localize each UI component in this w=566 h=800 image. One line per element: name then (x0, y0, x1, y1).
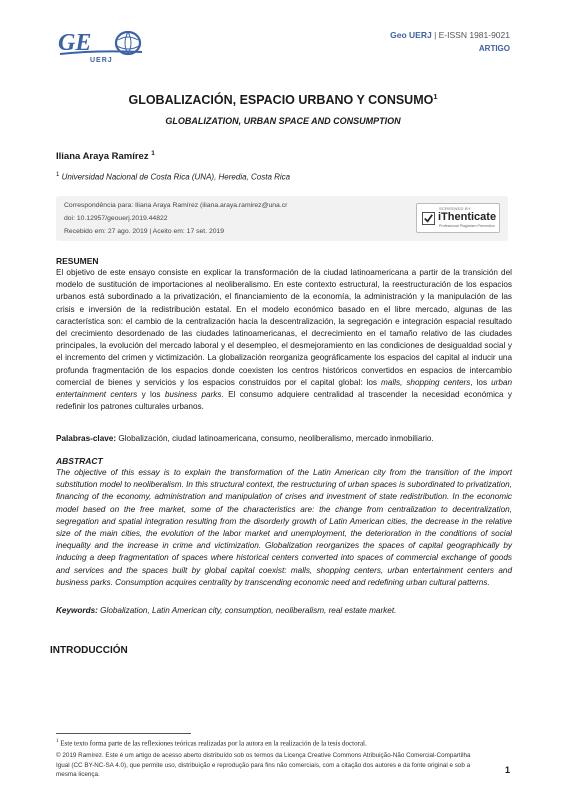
resumen-body: y los (137, 390, 165, 400)
affiliation-text: Universidad Nacional de Costa Rica (UNA), Heredia, Costa Rica (61, 172, 291, 182)
article-title (0, 92, 566, 107)
correspondence-line: Correspondência para: Iliana Araya Ramírez (iliana.araya.ramirez@una.cr (64, 202, 288, 209)
separator: | (431, 30, 439, 40)
resumen-body: , los (470, 377, 492, 387)
dates-line: Recebido em: 27 ago. 2019 | Aceito em: 17 set. 2019 (64, 228, 225, 235)
resumen-italic: urban entertainment centers (56, 377, 513, 400)
introduccion-heading: INTRODUCCIÓN (50, 645, 128, 656)
keywords-label: Palabras-clave: (56, 434, 117, 443)
resumen-heading: RESUMEN (56, 256, 99, 266)
article-subtitle: GLOBALIZATION, URBAN SPACE AND CONSUMPTION (165, 116, 401, 126)
journal-issn (390, 30, 510, 40)
geo-uerj-logo (56, 28, 148, 64)
author-affiliation (56, 172, 290, 182)
keywords (56, 605, 512, 617)
author-name (56, 150, 155, 162)
title-text: GLOBALIZACIÓN, ESPACIO URBANO Y CONSUMO (128, 93, 434, 108)
resumen-body: . El consumo adquiere centralidad al trascender la necesidad económica y redefinir los patrones culturales urbanos. (56, 390, 512, 412)
badge-bottom-text: Professional Plagiarism Prevention (439, 224, 495, 228)
abstract-heading: ABSTRACT (56, 456, 103, 466)
footnote-divider (56, 733, 191, 734)
affiliation-mark: 1 (56, 172, 60, 178)
footnote-text: Este texto forma parte de las reflexiones teóricas realizadas por la autora en la realización de la tesis doctoral. (58, 739, 367, 748)
issn: E-ISSN 1981-9021 (438, 30, 510, 40)
keywords-label: Keywords: (56, 606, 98, 615)
footnote-mark: 1 (56, 739, 59, 744)
resumen-italic: malls, shopping centers (380, 377, 471, 387)
resumen-body: El objetivo de este ensayo consiste en explicar la transformación de la ciudad latinoamericana a partir de la transición del modelo de sustitución de importaciones al neoliberalismo. En este contexto estructural, la reestructuración de los espacios urbanos está subordinado a la privatización, el financiamiento de la economía, la administración y la manipulación de las crisis e inversión de la redistribución estatal. En el modelo económico basado en el libre mercado, algunas de las característica son: el cambio de la centralización hacia la descentralización, la segregación e integración espacial resultado del crecimiento desordenado de las ciudades latinoamericanas, el decrecimiento en el tamaño relativo de las ciudades principales, la evolución del mercado laboral y el desempleo, el desmejoramiento en las condiciones de desigualdad social y el incremento del crimen y victimización. La globalización reorganiza geográficamente los espacios del capital al inducir una profunda fragmentación de los espacios donde coexisten los centros históricos convertidos en espacios de intercambio comercial de bienes y servicios y los espacios construidos por el capital global: los (56, 268, 512, 387)
badge-top-text: SCREENED BY (439, 206, 471, 211)
svg-text:GE: GE (58, 30, 92, 56)
correspondence-box (56, 196, 508, 241)
svg-text:UERJ: UERJ (90, 57, 113, 64)
title-footnote-mark[interactable]: 1 (433, 92, 438, 101)
check-icon (422, 212, 435, 225)
author-note: 1 (151, 150, 155, 157)
abstract-text: The objective of this essay is to explain the transformation of the Latin American city from the transition of the import substitution model to neoliberalism. In this structural context, the restructuring of urban spaces is subordinated to privatization, financing of the economy, administration and manipulation of crises and investment of state redistribution. In the economic model based on the free market, some of the characteristics are: the change from centralization to decentralization, segregation and spatial integration resulting from the disorderly growth of Latin American cities, the decrease in the relative size of the main cities, the evolution of the labor market and unemployment, the deterioration in the conditions of social inequality and the increase in crime and victimization. Globalization reorganizes the spaces of capital geographically by inducing a deep fragmentation of spaces where historical centers converted into spaces of commercial exchange of goods and services and the spaces built by global capital coexist: malls, shopping centers, urban entertainment centers and business parks. Consumption acquires centrality by transcending economic need and redefining urban cultural patterns. (56, 468, 513, 587)
palabras-clave (56, 433, 512, 445)
doi-line[interactable]: doi: 10.12957/geouerj.2019.44822 (64, 215, 168, 222)
keywords-text: Globalización, ciudad latinoamericana, consumo, neoliberalismo, mercado inmobiliario. (116, 434, 434, 443)
page-number: 1 (504, 765, 510, 775)
journal-name: Geo UERJ (390, 30, 432, 40)
resumen-italic: business parks (164, 390, 222, 400)
ithenticate-badge[interactable] (416, 203, 500, 233)
article-type: ARTIGO (478, 44, 510, 53)
footnote (56, 739, 367, 747)
license-text: © 2019 Ramírez. Este é um artigo de acesso aberto distribuído sob os termos da Licença Creative Commons Atribuição-Não Comercial-Compartilha Igual (CC BY-NC-SA 4.0), que permite uso, distribuição e reprodução para fins não comerciais, com a citação dos autores e da fonte original e sob a mesma licença. (56, 752, 471, 779)
badge-wordmark: iThenticate (438, 211, 497, 223)
resumen-text (56, 267, 512, 413)
keywords-text: Globalization, Latin American city, consumption, neoliberalism, real estate market. (97, 606, 397, 615)
author-text: Iliana Araya Ramírez (56, 151, 149, 163)
